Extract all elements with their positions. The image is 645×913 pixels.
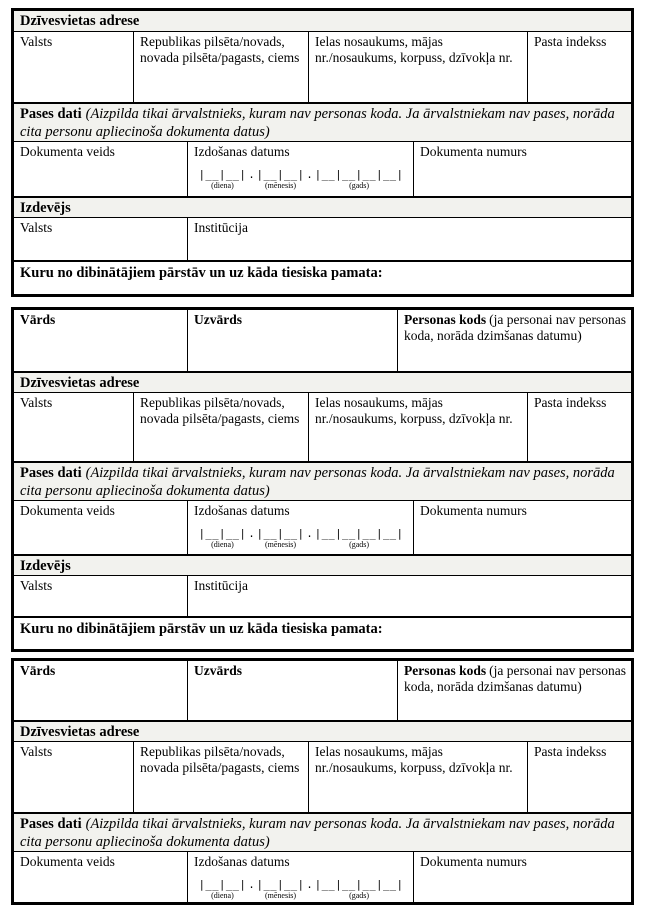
address-row xyxy=(14,742,631,813)
issuer-country-label: Valsts xyxy=(20,578,53,593)
date-month-group xyxy=(257,529,305,549)
surname-field xyxy=(188,310,398,371)
representation-label: Kuru no dibinātājiem pārstāv un uz kāda tiesiska pamata: xyxy=(20,265,383,281)
address-row xyxy=(14,32,631,103)
date-year-group xyxy=(315,880,404,900)
date-year-group xyxy=(315,170,404,190)
month-label: (mēnesis) xyxy=(264,540,297,550)
date-day-group xyxy=(199,170,247,190)
passport-header-note: (Aizpilda tikai ārvalstnieks, kuram nav personas koda. Ja ārvalstniekam nav pases, norāda cita personu apliecinoša dokumenta datus) xyxy=(20,816,615,851)
passport-header-label: Pases dati xyxy=(20,465,82,481)
date-month-group xyxy=(257,170,305,190)
founder-block-3 xyxy=(11,658,634,905)
street-field xyxy=(309,32,528,102)
institution-field xyxy=(188,576,631,616)
personal-code-label: Personas kods xyxy=(404,663,487,678)
issuer-country-field xyxy=(14,576,188,616)
address-section-header xyxy=(14,11,631,32)
passport-document-row xyxy=(14,852,631,902)
document-type-label: Dokumenta veids xyxy=(20,144,115,159)
date-separator: . xyxy=(248,879,255,892)
postal-code-label: Pasta indekss xyxy=(534,395,607,410)
municipality-field xyxy=(134,742,309,812)
day-label: (diena) xyxy=(211,181,234,191)
founder-block-2 xyxy=(11,307,634,652)
year-ticks: |__|__|__|__| xyxy=(314,528,404,541)
country-label: Valsts xyxy=(20,34,53,49)
address-section-header xyxy=(14,721,631,742)
date-separator: . xyxy=(306,169,313,182)
address-header-label: Dzīvesvietas adrese xyxy=(20,375,140,391)
day-ticks: |__|__| xyxy=(198,879,247,892)
municipality-label: Republikas pilsēta/novads, novada pilsēta/pagasts, ciems xyxy=(140,395,300,427)
issuer-country-label: Valsts xyxy=(20,220,53,235)
passport-document-row xyxy=(14,501,631,555)
issuer-row xyxy=(14,576,631,617)
founder-block-1 xyxy=(11,8,634,297)
date-day-group xyxy=(199,529,247,549)
municipality-field xyxy=(134,393,309,461)
year-ticks: |__|__|__|__| xyxy=(314,879,404,892)
passport-header-label: Pases dati xyxy=(20,106,82,122)
address-row xyxy=(14,393,631,462)
municipality-label: Republikas pilsēta/novads, novada pilsēta/pagasts, ciems xyxy=(140,34,300,66)
year-label: (gads) xyxy=(349,540,370,550)
passport-header-note: (Aizpilda tikai ārvalstnieks, kuram nav personas koda. Ja ārvalstniekam nav pases, norāda cita personu apliecinoša dokumenta datus) xyxy=(20,465,615,500)
postal-code-label: Pasta indekss xyxy=(534,744,607,759)
issuer-section-header xyxy=(14,555,631,576)
country-label: Valsts xyxy=(20,744,53,759)
surname-label: Uzvārds xyxy=(194,663,242,678)
document-type-field xyxy=(14,501,188,554)
issue-date-field xyxy=(188,142,414,196)
day-label: (diena) xyxy=(211,540,234,550)
representation-field xyxy=(14,261,631,294)
founders-form xyxy=(11,8,634,905)
date-separator: . xyxy=(248,169,255,182)
issuer-header-label: Izdevējs xyxy=(20,200,71,216)
street-label: Ielas nosaukums, mājas nr./nosaukums, korpuss, dzīvokļa nr. xyxy=(315,34,513,66)
representation-field xyxy=(14,617,631,649)
passport-section-header xyxy=(14,462,631,501)
issue-date-label: Izdošanas datums xyxy=(194,854,290,869)
document-number-field xyxy=(414,852,631,902)
surname-field xyxy=(188,661,398,720)
day-label: (diena) xyxy=(211,891,234,901)
first-name-label: Vārds xyxy=(20,312,56,327)
personal-code-field xyxy=(398,661,631,720)
street-field xyxy=(309,742,528,812)
country-field xyxy=(14,393,134,461)
first-name-field xyxy=(14,661,188,720)
postal-code-field xyxy=(528,393,631,461)
passport-section-header xyxy=(14,813,631,852)
document-number-label: Dokumenta numurs xyxy=(420,144,527,159)
municipality-field xyxy=(134,32,309,102)
first-name-field xyxy=(14,310,188,371)
date-separator: . xyxy=(306,879,313,892)
street-label: Ielas nosaukums, mājas nr./nosaukums, korpuss, dzīvokļa nr. xyxy=(315,744,513,776)
personal-code-label: Personas kods xyxy=(404,312,487,327)
date-year-group xyxy=(315,529,404,549)
date-separator: . xyxy=(306,528,313,541)
document-type-field xyxy=(14,852,188,902)
surname-label: Uzvārds xyxy=(194,312,242,327)
date-month-group xyxy=(257,880,305,900)
document-number-label: Dokumenta numurs xyxy=(420,503,527,518)
person-row xyxy=(14,661,631,721)
document-number-field xyxy=(414,501,631,554)
issue-date-ticks xyxy=(194,880,408,900)
month-label: (mēnesis) xyxy=(264,181,297,191)
month-ticks: |__|__| xyxy=(256,528,305,541)
postal-code-field xyxy=(528,32,631,102)
institution-label: Institūcija xyxy=(194,578,248,593)
country-label: Valsts xyxy=(20,395,53,410)
month-ticks: |__|__| xyxy=(256,169,305,182)
institution-field xyxy=(188,218,631,260)
personal-code-note: (ja personai nav personas koda, norāda dzimšanas datumu) xyxy=(404,312,626,344)
issuer-header-label: Izdevējs xyxy=(20,558,71,574)
person-row xyxy=(14,310,631,372)
day-ticks: |__|__| xyxy=(198,169,247,182)
first-name-label: Vārds xyxy=(20,663,56,678)
address-header-label: Dzīvesvietas adrese xyxy=(20,13,140,29)
month-label: (mēnesis) xyxy=(264,891,297,901)
document-number-label: Dokumenta numurs xyxy=(420,854,527,869)
date-day-group xyxy=(199,880,247,900)
passport-header-note: (Aizpilda tikai ārvalstnieks, kuram nav personas koda. Ja ārvalstniekam nav pases, norāda cita personu apliecinoša dokumenta datus) xyxy=(20,106,615,141)
document-type-label: Dokumenta veids xyxy=(20,503,115,518)
issuer-country-field xyxy=(14,218,188,260)
month-ticks: |__|__| xyxy=(256,879,305,892)
institution-label: Institūcija xyxy=(194,220,248,235)
issuer-section-header xyxy=(14,197,631,218)
year-ticks: |__|__|__|__| xyxy=(314,169,404,182)
issue-date-label: Izdošanas datums xyxy=(194,144,290,159)
municipality-label: Republikas pilsēta/novads, novada pilsēta/pagasts, ciems xyxy=(140,744,300,776)
personal-code-field xyxy=(398,310,631,371)
street-field xyxy=(309,393,528,461)
issue-date-field xyxy=(188,852,414,902)
passport-header-label: Pases dati xyxy=(20,816,82,832)
day-ticks: |__|__| xyxy=(198,528,247,541)
address-header-label: Dzīvesvietas adrese xyxy=(20,724,140,740)
postal-code-field xyxy=(528,742,631,812)
issue-date-field xyxy=(188,501,414,554)
country-field xyxy=(14,32,134,102)
issue-date-label: Izdošanas datums xyxy=(194,503,290,518)
year-label: (gads) xyxy=(349,181,370,191)
issue-date-ticks xyxy=(194,170,408,190)
document-type-label: Dokumenta veids xyxy=(20,854,115,869)
date-separator: . xyxy=(248,528,255,541)
address-section-header xyxy=(14,372,631,393)
document-type-field xyxy=(14,142,188,196)
postal-code-label: Pasta indekss xyxy=(534,34,607,49)
issuer-row xyxy=(14,218,631,261)
issue-date-ticks xyxy=(194,529,408,549)
year-label: (gads) xyxy=(349,891,370,901)
passport-document-row xyxy=(14,142,631,197)
street-label: Ielas nosaukums, mājas nr./nosaukums, korpuss, dzīvokļa nr. xyxy=(315,395,513,427)
passport-section-header xyxy=(14,103,631,142)
country-field xyxy=(14,742,134,812)
representation-label: Kuru no dibinātājiem pārstāv un uz kāda tiesiska pamata: xyxy=(20,621,383,637)
personal-code-note: (ja personai nav personas koda, norāda dzimšanas datumu) xyxy=(404,663,626,695)
document-number-field xyxy=(414,142,631,196)
